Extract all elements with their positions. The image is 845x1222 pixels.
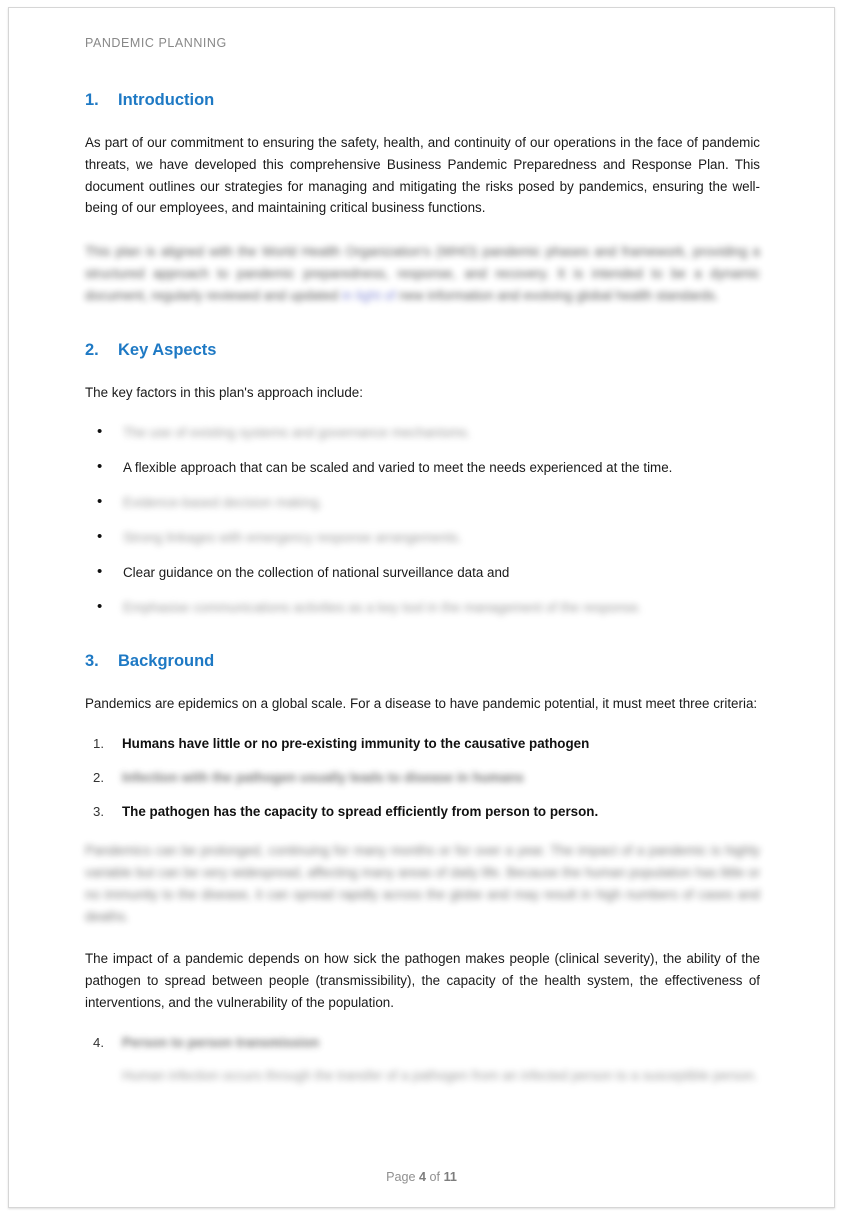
list-item (85, 458, 760, 478)
criteria-text: The pathogen has the capacity to spread efficiently from person to person. (122, 804, 599, 820)
section-title: Key Aspects (118, 340, 217, 359)
list-item (85, 528, 760, 548)
criteria-text: Infection with the pathogen usually leads to disease in humans (122, 770, 524, 786)
list-item (85, 493, 760, 513)
redacted-text-a: This plan is aligned with the World Health Organization's (WHO) pandemic phases and framework, providing a structured approach to pandemic preparedness, response, and recovery. It is intended to be a dynamic document, regularly reviewed and updated (85, 244, 760, 303)
intro-paragraph-1: As part of our commitment to ensuring the safety, health, and continuity of our operations in the face of pandemic threats, we have developed this comprehensive Business Pandemic Preparedness and Response Plan. This document outlines our strategies for managing and mitigating the risks posed by pandemics, ensuring the well-being of our employees, and maintaining critical business functions. (85, 135, 760, 216)
list-item (85, 423, 760, 443)
bullet-text: Strong linkages with emergency response arrangements. (123, 530, 462, 546)
list-item (85, 1033, 760, 1087)
intro-paragraph-2-redacted (85, 241, 760, 306)
list-item (85, 563, 760, 583)
inline-link[interactable]: in light of (341, 287, 396, 303)
footer-middle: of (426, 1170, 444, 1184)
list-item (85, 734, 760, 754)
section-title: Introduction (118, 91, 215, 109)
section-title: Background (118, 652, 215, 671)
document-page (8, 7, 835, 1208)
list-item (85, 598, 760, 618)
section-number: 1. (85, 91, 99, 109)
section-heading-introduction (85, 91, 760, 110)
page-footer (9, 1170, 834, 1184)
redacted-text-b: new information and evolving global health standards. (395, 287, 719, 303)
section-heading-key-aspects (85, 341, 760, 360)
footer-current-page: 4 (419, 1170, 427, 1184)
bullet-text: Clear guidance on the collection of national surveillance data and (123, 565, 510, 581)
key-aspects-list (85, 423, 760, 618)
running-header: PANDEMIC PLANNING (85, 36, 227, 50)
criteria-list-continued (85, 1033, 760, 1087)
criteria-list (85, 734, 760, 822)
list-item (85, 768, 760, 788)
bullet-text: Emphasise communications activities as a key tool in the management of the response. (123, 600, 642, 616)
footer-total-pages: 11 (443, 1170, 457, 1184)
criteria-text: Humans have little or no pre-existing immunity to the causative pathogen (122, 736, 590, 752)
list-item (85, 802, 760, 822)
bullet-text: Evidence-based decision making. (123, 495, 323, 511)
list-marker: 2. (93, 770, 104, 786)
list-marker: 3. (93, 804, 104, 820)
footer-prefix: Page (386, 1170, 420, 1184)
background-paragraph-3: The impact of a pandemic depends on how sick the pathogen makes people (clinical severity), the ability of the pathogen to spread between people (transmissibility), the capacity of the health system, the effectiveness of interventions, and the vulnerability of the population. (85, 951, 760, 1010)
section-number: 2. (85, 340, 99, 359)
bullet-text: The use of existing systems and governance mechanisms. (123, 425, 471, 441)
criteria-text: Person to person transmission (122, 1034, 320, 1050)
list-marker: 4. (93, 1034, 104, 1050)
section-heading-background (85, 652, 760, 671)
section-number: 3. (85, 652, 99, 671)
background-paragraph-2-redacted: Pandemics can be prolonged, continuing for many months or for over a year. The impact of a pandemic is highly variable but can be very widespread, affecting many areas of daily life. Because the human population has little or no immunity to the disease, it can spread rapidly across the globe and may result in high numbers of cases and deaths. (85, 843, 760, 924)
background-paragraph-1: Pandemics are epidemics on a global scale. For a disease to have pandemic potential, it must meet three criteria: (85, 696, 758, 712)
list-marker: 1. (93, 736, 104, 752)
criteria-subparagraph: Human infection occurs through the transfer of a pathogen from an infected person to a susceptible person. (122, 1067, 758, 1083)
key-aspects-lead-in: The key factors in this plan's approach include: (85, 384, 363, 400)
page-content (85, 36, 760, 1101)
bullet-text: A flexible approach that can be scaled and varied to meet the needs experienced at the time. (123, 460, 673, 476)
